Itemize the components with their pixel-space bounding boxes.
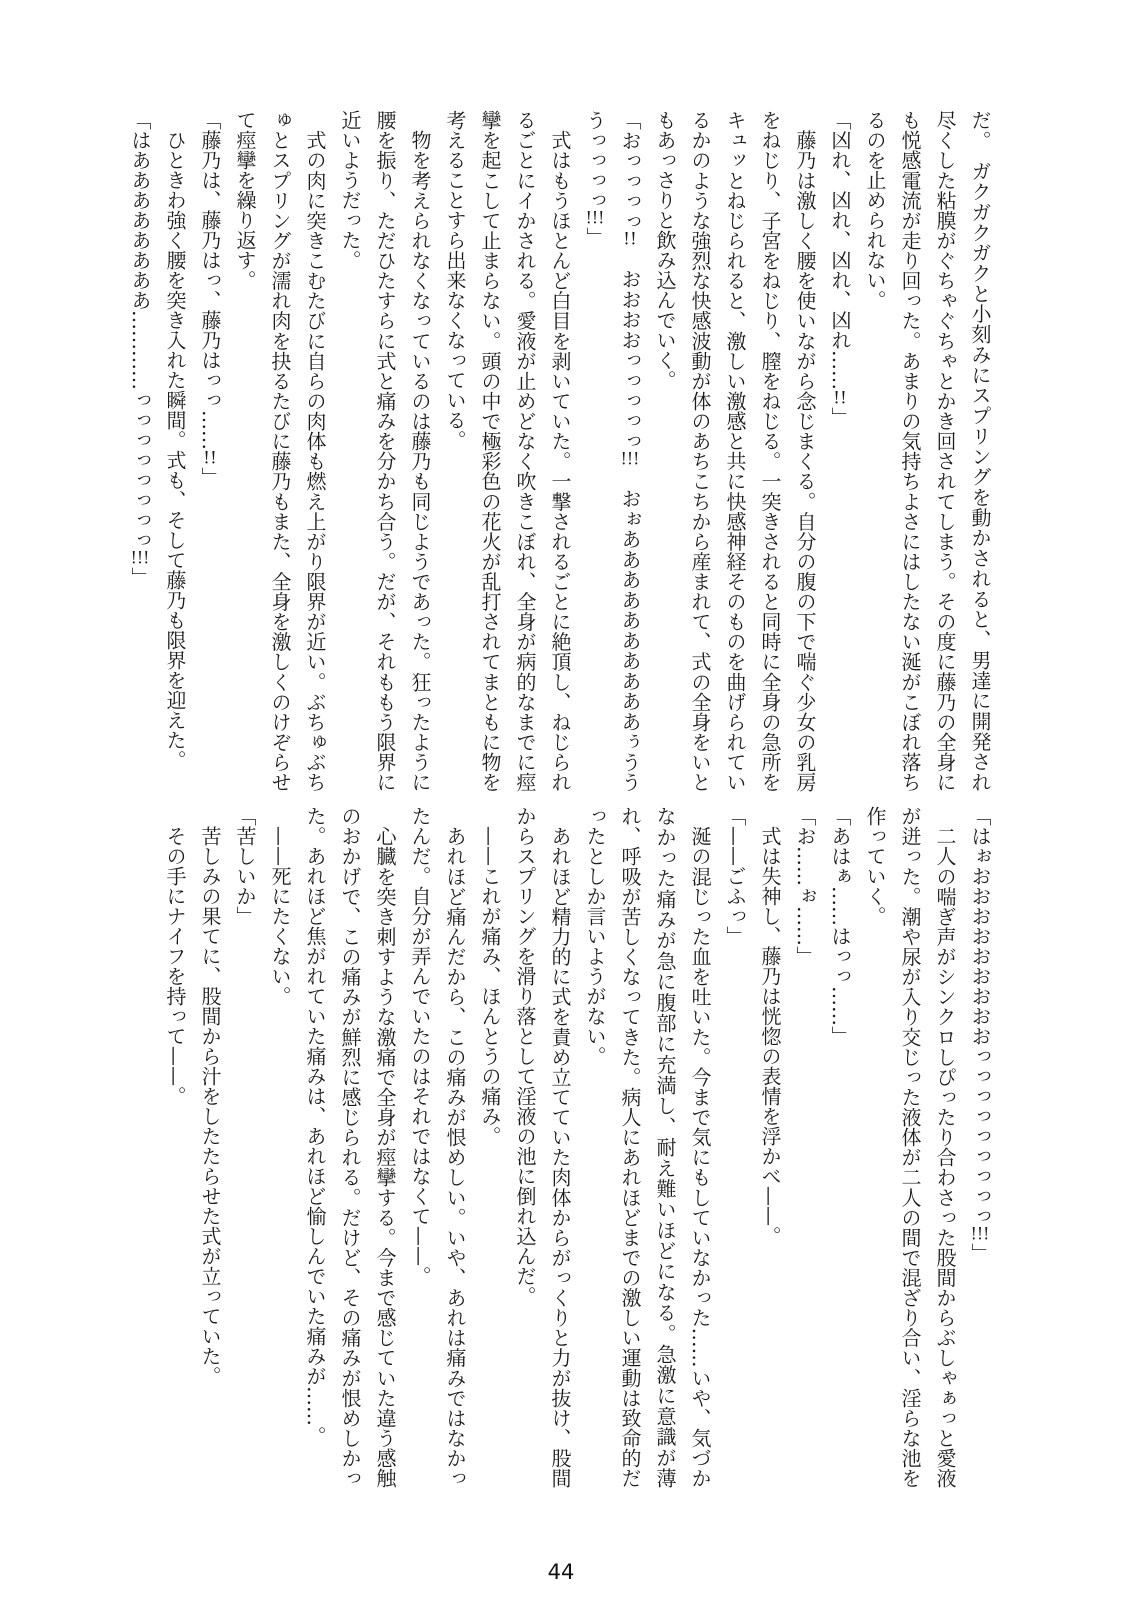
paragraph: ひときわ強く腰を突き入れた瞬間。式も、そして藤乃も限界を迎えた。 xyxy=(163,110,187,770)
page-number: 44 xyxy=(547,1560,575,1584)
paragraph: 藤乃は激しく腰を使いながら念じまくる。自分の腹の下で喘ぐ少女の乳房をねじり、子宮をねじり、膣をねじる。一突きされると同時に全身の急所をキュッとねじられると、激しい激感と共に快感神経そのものを曲げられているかのような強烈な快感波動が体のあちこちから産まれて、式の全身をいともあっさりと飲み込んでいく。 xyxy=(653,110,817,793)
paragraph: 「苦しいか」 xyxy=(233,806,257,926)
paragraph: 式はもうほとんど白目を剥いていた。一撃されるごとに絶頂し、ねじられるごとにイかされる。愛液が止めどなく吹きこぼれ、全身が病的なまでに痙攣を起こして止まらない。頭の中で極彩色の花火が乱打されてまともに物を考えることすら出来なくなっている。 xyxy=(443,110,572,793)
exclamation-tcy: !!! xyxy=(585,210,605,227)
paragraph: その手にナイフを持って——。 xyxy=(163,806,187,1106)
paragraph: あれほど精力的に式を責め立てていた肉体からがっくりと力が抜け、股間からスプリングを滑り落として淫液の池に倒れ込んだ。 xyxy=(513,806,572,1489)
text-block-bottom xyxy=(115,806,997,1488)
paragraph: 「——ごふっ」 xyxy=(723,806,747,946)
paragraph: 式の肉に突きこむたびに自らの肉体も燃え上がり限界が近い。ぶちゅぶちゅとスプリングが濡れ肉を抉るたびに藤乃もまた、全身を激しくのけぞらせて痙攣を繰り返す。 xyxy=(233,110,327,793)
paragraph: 「藤乃は、藤乃はっ、藤乃はっっ……!!」 xyxy=(198,110,222,487)
paragraph: 心臓を突き刺すような激痛で全身が痙攣する。今まで感じていた違う感触のおかげで、この痛みが鮮烈に感じられる。だけど、その痛みが恨めしかった。あれほど焦がれていた痛みは、あれほど愉しんでいた痛みが……。 xyxy=(303,806,397,1489)
paragraph: あれほど痛んだから、この痛みが恨めしい。いや、あれは痛みではなかったんだ。自分が弄んでいたのはそれではなくて——。 xyxy=(408,806,467,1488)
paragraph: 涎の混じった血を吐いた。今まで気にもしていなかった……いや、気づかなかった痛みが急に腹部に充満し、耐え難いほどになる。急激に意識が薄れ、呼吸が苦しくなってきた。病人にあれほどまでの激しい運動は致命的だったとしか言いようがない。 xyxy=(583,806,712,1488)
paragraph: ——死にたくない。 xyxy=(268,806,292,1006)
paragraph: だ。 ガクガクガクと小刻みにスプリングを動かされると、男達に開発され尽くした粘膜がぐちゃぐちゃとかき回されてしまう。その度に藤乃の全身にも悦感電流が走り回った。あまりの気持ちよさにはしたない涎がこぼれ落ちるのを止められない。 xyxy=(863,110,992,793)
paragraph: 物を考えられなくなっているのは藤乃も同じようであった。狂ったように腰を振り、ただひたすらに式と痛みを分かち合う。だが、それももう限界に近いようだった。 xyxy=(338,110,432,793)
paragraph: 二人の喘ぎ声がシンクロしぴったり合わさった股間からぶしゃぁっと愛液が迸った。潮や尿が入り交じった液体が二人の間で混ざり合い、淫らな池を作っていく。 xyxy=(863,806,957,1488)
exclamation-tcy: !!! xyxy=(130,550,150,567)
exclamation-tcy: !! xyxy=(833,390,847,407)
paragraph: 「はああああああああ…………っっっっっっっっ!!!」 xyxy=(128,110,152,587)
paragraph: 「おっっっっ!! おおおおっっっっっ!!! おぉああああああああああぅうううっっっっ!!!」 xyxy=(583,110,642,793)
exclamation-tcy: !! xyxy=(203,450,217,467)
paragraph: ——これが痛み、ほんとうの痛み。 xyxy=(478,806,502,1146)
paragraph: 苦しみの果てに、股間から汁をしたたらせた式が立っていた。 xyxy=(198,806,222,1386)
exclamation-tcy: !!! xyxy=(970,1226,990,1243)
paragraph: 「あはぁ……はっっ……」 xyxy=(828,806,852,1046)
paragraph: 「お……ぉ……」 xyxy=(793,806,817,966)
text-block-top xyxy=(115,110,997,792)
paragraph: 「凶れ、凶れ、凶れ、凶れ……!!」 xyxy=(828,110,852,427)
paragraph: 式は失神し、藤乃は恍惚の表情を浮かべ——。 xyxy=(758,806,782,1246)
exclamation-tcy: !!! xyxy=(620,451,640,469)
paragraph: 「はぉおおおおおおおおおっっっっっっっっっ!!!」 xyxy=(968,806,992,1263)
exclamation-tcy: !! xyxy=(623,231,637,249)
